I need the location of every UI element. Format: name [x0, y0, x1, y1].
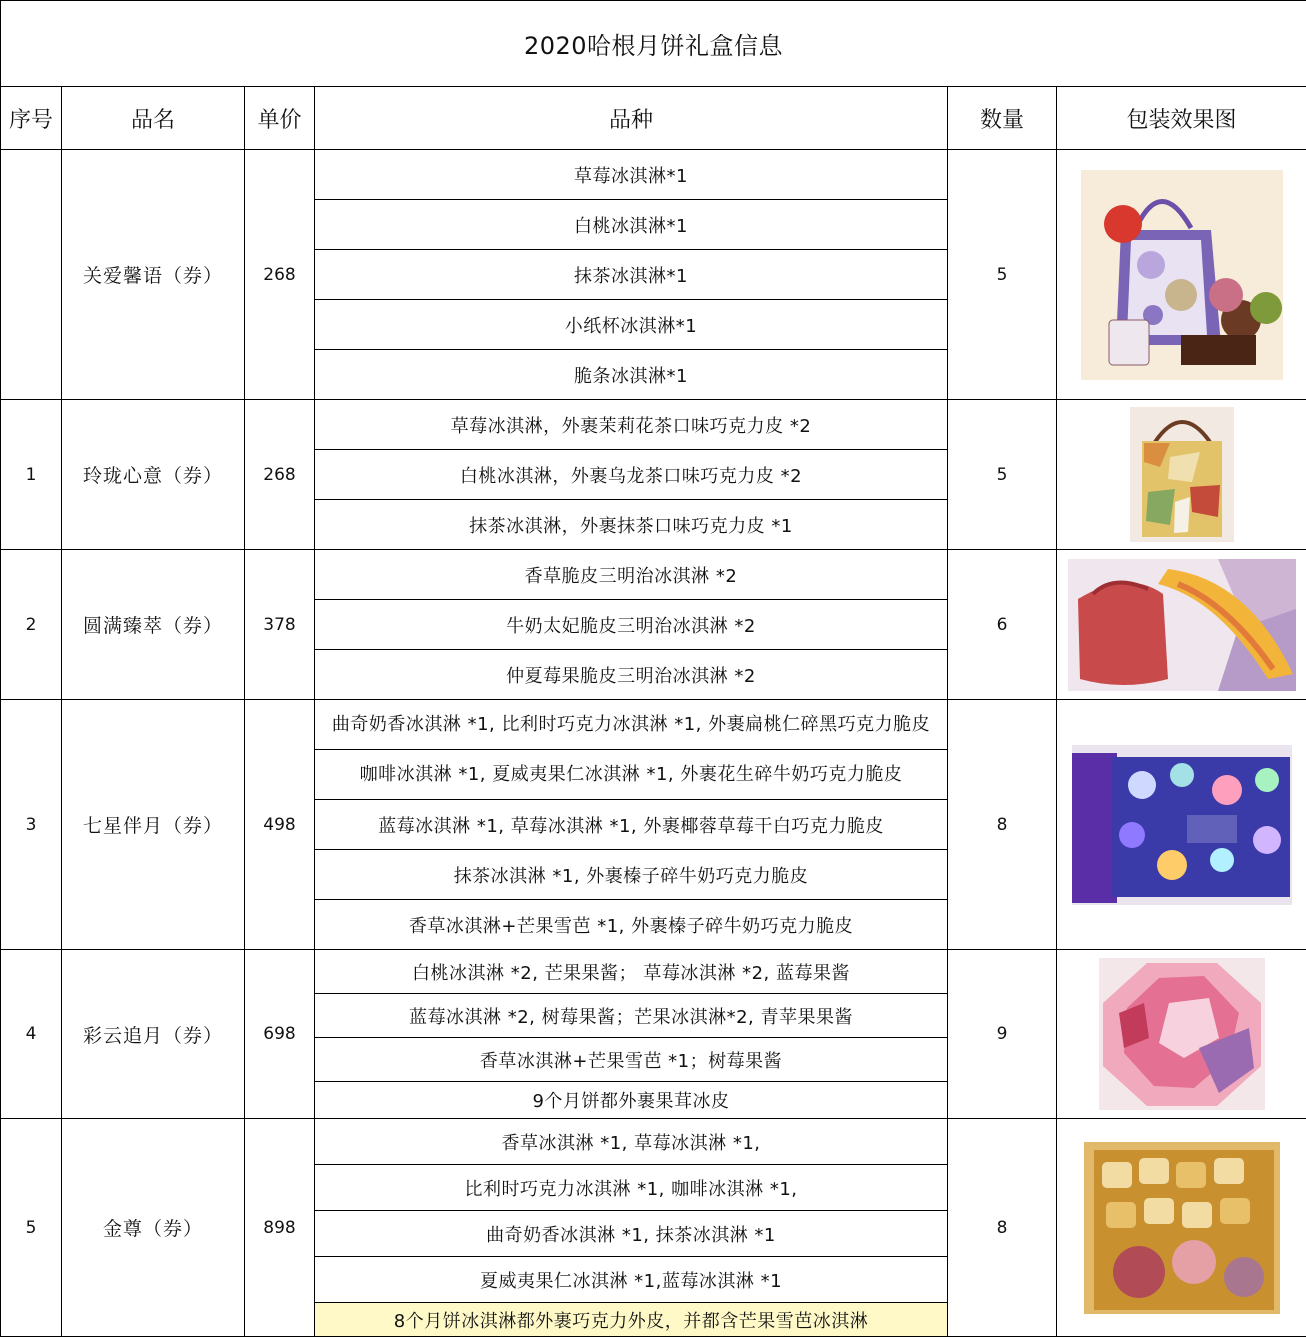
- product-price: 378: [245, 550, 315, 700]
- variety-item: 牛奶太妃脆皮三明治冰淇淋 *2: [315, 600, 948, 650]
- product-quantity: 6: [948, 550, 1057, 700]
- table-row: [1, 950, 1306, 994]
- variety-item: 蓝莓冰淇淋 *2, 树莓果酱；芒果冰淇淋*2, 青苹果果酱: [315, 994, 948, 1038]
- product-image: [1057, 950, 1306, 1119]
- product-image: [1057, 400, 1306, 550]
- product-quantity: 5: [948, 150, 1057, 400]
- variety-item: 蓝莓冰淇淋 *1, 草莓冰淇淋 *1, 外裹椰蓉草莓干白巧克力脆皮: [315, 800, 948, 850]
- table-row: [1, 150, 1306, 200]
- product-price: 268: [245, 150, 315, 400]
- product-index: 2: [1, 550, 62, 700]
- mosaic-tote-bag-icon: [1130, 407, 1234, 542]
- product-name: 金尊（券）: [62, 1119, 245, 1337]
- product-name: 玲珑心意（券）: [62, 400, 245, 550]
- variety-item: 香草脆皮三明治冰淇淋 *2: [315, 550, 948, 600]
- gold-box-icon: [1084, 1142, 1280, 1314]
- table-row: [1, 550, 1306, 600]
- variety-item: 夏威夷果仁冰淇淋 *1,蓝莓冰淇淋 *1: [315, 1257, 948, 1303]
- variety-item: 脆条冰淇淋*1: [315, 350, 948, 400]
- red-bucket-bag-icon: [1068, 559, 1296, 691]
- variety-item: 香草冰淇淋+芒果雪芭 *1；树莓果酱: [315, 1038, 948, 1082]
- blue-gift-box-icon: [1072, 745, 1292, 905]
- variety-item: 白桃冰淇淋 *2, 芒果果酱； 草莓冰淇淋 *2, 蓝莓果酱: [315, 950, 948, 994]
- header-image: 包装效果图: [1057, 87, 1306, 150]
- variety-item: 仲夏莓果脆皮三明治冰淇淋 *2: [315, 650, 948, 700]
- variety-item: 曲奇奶香冰淇淋 *1, 比利时巧克力冰淇淋 *1, 外裹扁桃仁碎黑巧克力脆皮: [315, 700, 948, 750]
- page-title: 2020哈根月饼礼盒信息: [1, 1, 1306, 87]
- product-quantity: 8: [948, 1119, 1057, 1337]
- variety-item: 咖啡冰淇淋 *1, 夏威夷果仁冰淇淋 *1, 外裹花生碎牛奶巧克力脆皮: [315, 750, 948, 800]
- variety-note: 8个月饼冰淇淋都外裹巧克力外皮，并都含芒果雪芭冰淇淋: [315, 1303, 948, 1337]
- header-variety: 品种: [315, 87, 948, 150]
- variety-item: 抹茶冰淇淋 *1, 外裹榛子碎牛奶巧克力脆皮: [315, 850, 948, 900]
- table-row: [1, 700, 1306, 750]
- product-quantity: 9: [948, 950, 1057, 1119]
- product-quantity: 5: [948, 400, 1057, 550]
- variety-item: 草莓冰淇淋，外裹茉莉花茶口味巧克力皮 *2: [315, 400, 948, 450]
- variety-item: 香草冰淇淋 *1, 草莓冰淇淋 *1,: [315, 1119, 948, 1165]
- product-name: 关爱馨语（券）: [62, 150, 245, 400]
- product-name: 圆满臻萃（券）: [62, 550, 245, 700]
- purple-tote-bag-gift-set-icon: [1081, 170, 1283, 380]
- variety-item: 香草冰淇淋+芒果雪芭 *1, 外裹榛子碎牛奶巧克力脆皮: [315, 900, 948, 950]
- variety-item: 抹茶冰淇淋*1: [315, 250, 948, 300]
- product-image: [1057, 1119, 1306, 1337]
- header-index: 序号: [1, 87, 62, 150]
- product-image: [1057, 550, 1306, 700]
- product-price: 268: [245, 400, 315, 550]
- variety-item: 小纸杯冰淇淋*1: [315, 300, 948, 350]
- product-name: 七星伴月（券）: [62, 700, 245, 950]
- variety-item: 比利时巧克力冰淇淋 *1, 咖啡冰淇淋 *1,: [315, 1165, 948, 1211]
- product-index: 3: [1, 700, 62, 950]
- product-index: 4: [1, 950, 62, 1119]
- product-price: 698: [245, 950, 315, 1119]
- header-quantity: 数量: [948, 87, 1057, 150]
- product-index: 5: [1, 1119, 62, 1337]
- product-image: [1057, 700, 1306, 950]
- product-index: [1, 150, 62, 400]
- product-price: 898: [245, 1119, 315, 1337]
- header-row: [1, 87, 1306, 150]
- pink-octagon-box-icon: [1099, 958, 1265, 1110]
- variety-item: 白桃冰淇淋*1: [315, 200, 948, 250]
- variety-item: 曲奇奶香冰淇淋 *1, 抹茶冰淇淋 *1: [315, 1211, 948, 1257]
- product-index: 1: [1, 400, 62, 550]
- table-row: [1, 1119, 1306, 1165]
- header-price: 单价: [245, 87, 315, 150]
- product-price: 498: [245, 700, 315, 950]
- variety-item: 抹茶冰淇淋，外裹抹茶口味巧克力皮 *1: [315, 500, 948, 550]
- variety-item: 9个月饼都外裹果茸冰皮: [315, 1082, 948, 1119]
- variety-item: 白桃冰淇淋，外裹乌龙茶口味巧克力皮 *2: [315, 450, 948, 500]
- variety-item: 草莓冰淇淋*1: [315, 150, 948, 200]
- table-row: [1, 400, 1306, 450]
- header-name: 品名: [62, 87, 245, 150]
- product-image: [1057, 150, 1306, 400]
- product-name: 彩云追月（券）: [62, 950, 245, 1119]
- product-quantity: 8: [948, 700, 1057, 950]
